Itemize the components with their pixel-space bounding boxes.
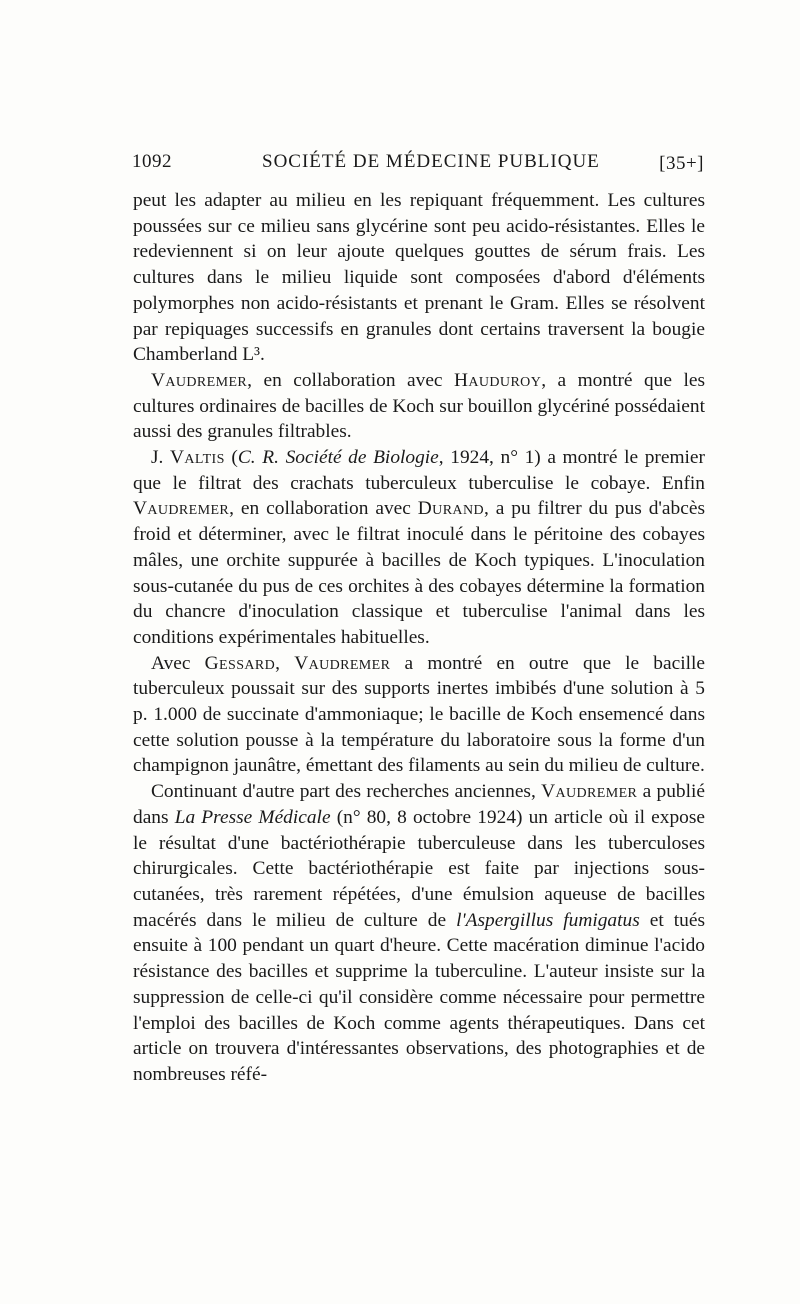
author-name: Vaudremer	[151, 369, 248, 391]
journal-title: SOCIÉTÉ DE MÉDECINE PUBLIQUE	[262, 151, 600, 172]
paragraph-text: , a pu filtrer du pus d'abcès froid et déterminer, avec le filtrat inoculé dans le péritoine des cobayes mâles, une orchite suppurée à bacilles de Koch typiques. L'inoculation sous-cutanée du pus de ces orchites à des cobayes détermine la formation du chancre d'inoculation classique et tuberculise l'animal dans les conditions expérimentales habituelles.	[133, 498, 705, 648]
citation-title: La Presse Médicale	[174, 806, 331, 828]
author-name: Durand	[417, 498, 484, 520]
author-name: Vaudremer	[541, 781, 638, 803]
page-number: 1092	[132, 151, 172, 172]
paragraph-text: (n° 80, 8 octobre 1924) un article où il expose le résultat d'une bactériothérapie tuberculeuse dans les tuberculoses chirurgicales. Cette bactériothérapie est faite par injections sous-cutanées, très rarement répétées, d'une émulsion aqueuse de bacilles macérés dans le milieu de culture de	[133, 806, 705, 931]
author-name: Gessard	[204, 652, 276, 674]
paragraph-text: et tués ensuite à 100 pendant un quart d'heure. Cette macération diminue l'acido résistance des bacilles et supprime la tuberculine. L'auteur insiste sur la suppression de celle-ci qu'il considère comme nécessaire pour permettre l'emploi des bacilles de Koch comme agents thérapeutiques. Dans cet article on trouvera d'intéressantes observations, des photographies et de nombreuses réfé-	[133, 909, 705, 1085]
paragraph-text: ,	[275, 652, 295, 674]
paragraph-text: Continuant d'autre part des recherches anciennes,	[151, 781, 542, 803]
paragraph-text: (	[224, 447, 238, 469]
author-name: Vaudremer	[294, 652, 391, 674]
author-name: Valtis	[170, 447, 225, 469]
paragraph-2	[133, 368, 705, 445]
paragraph-text: a montré en outre que le bacille tuberculeux poussait sur des supports inertes imbibés d'une solution à 5 p. 1.000 de succinate d'ammoniaque; le bacille de Koch ensemencé dans cette solution pousse à la température du laboratoire sous la forme d'un champignon jaunâtre, émettant des filaments au sein du milieu de culture.	[133, 652, 705, 777]
paragraph-5	[133, 779, 705, 1087]
paragraph-text: Avec	[151, 652, 205, 674]
paragraph-1: peut les adapter au milieu en les repiquant fréquemment. Les cultures poussées sur ce milieu sans glycérine sont peu acido-résistantes. Elles le redeviennent si on leur ajoute quelques gouttes de sérum frais. Les cultures dans le milieu liquide sont composées d'abord d'éléments polymorphes non acido-résistants et prenant le Gram. Elles se résolvent par repiquages successifs en granules dont certains traversent la bougie Chamberland L³.	[133, 190, 705, 366]
paragraph-3	[133, 445, 705, 651]
paragraph-4	[133, 651, 705, 780]
running-header	[132, 151, 704, 181]
paragraph-text: , 1924, n° 1) a montré le premier que le filtrat des crachats tuberculeux tuberculise le cobaye. Enfin	[133, 447, 705, 494]
citation-title: l'Aspergillus fumigatus	[456, 909, 640, 931]
paragraph-text: a publié dans	[133, 781, 705, 828]
body-text	[133, 188, 705, 1088]
author-initial: J.	[151, 447, 171, 469]
paragraph-text: , en collaboration avec	[229, 498, 418, 520]
author-name: Hauduroy	[454, 369, 542, 391]
author-name: Vaudremer	[133, 498, 230, 520]
volume-mark: [35+]	[659, 153, 704, 174]
paragraph-text: , en collaboration avec	[247, 369, 454, 391]
paragraph-text: , a montré que les cultures ordinaires de bacilles de Koch sur bouillon glycériné possédaient aussi des granules filtrables.	[133, 369, 705, 443]
citation-title: C. R. Société de Biologie	[237, 447, 439, 469]
